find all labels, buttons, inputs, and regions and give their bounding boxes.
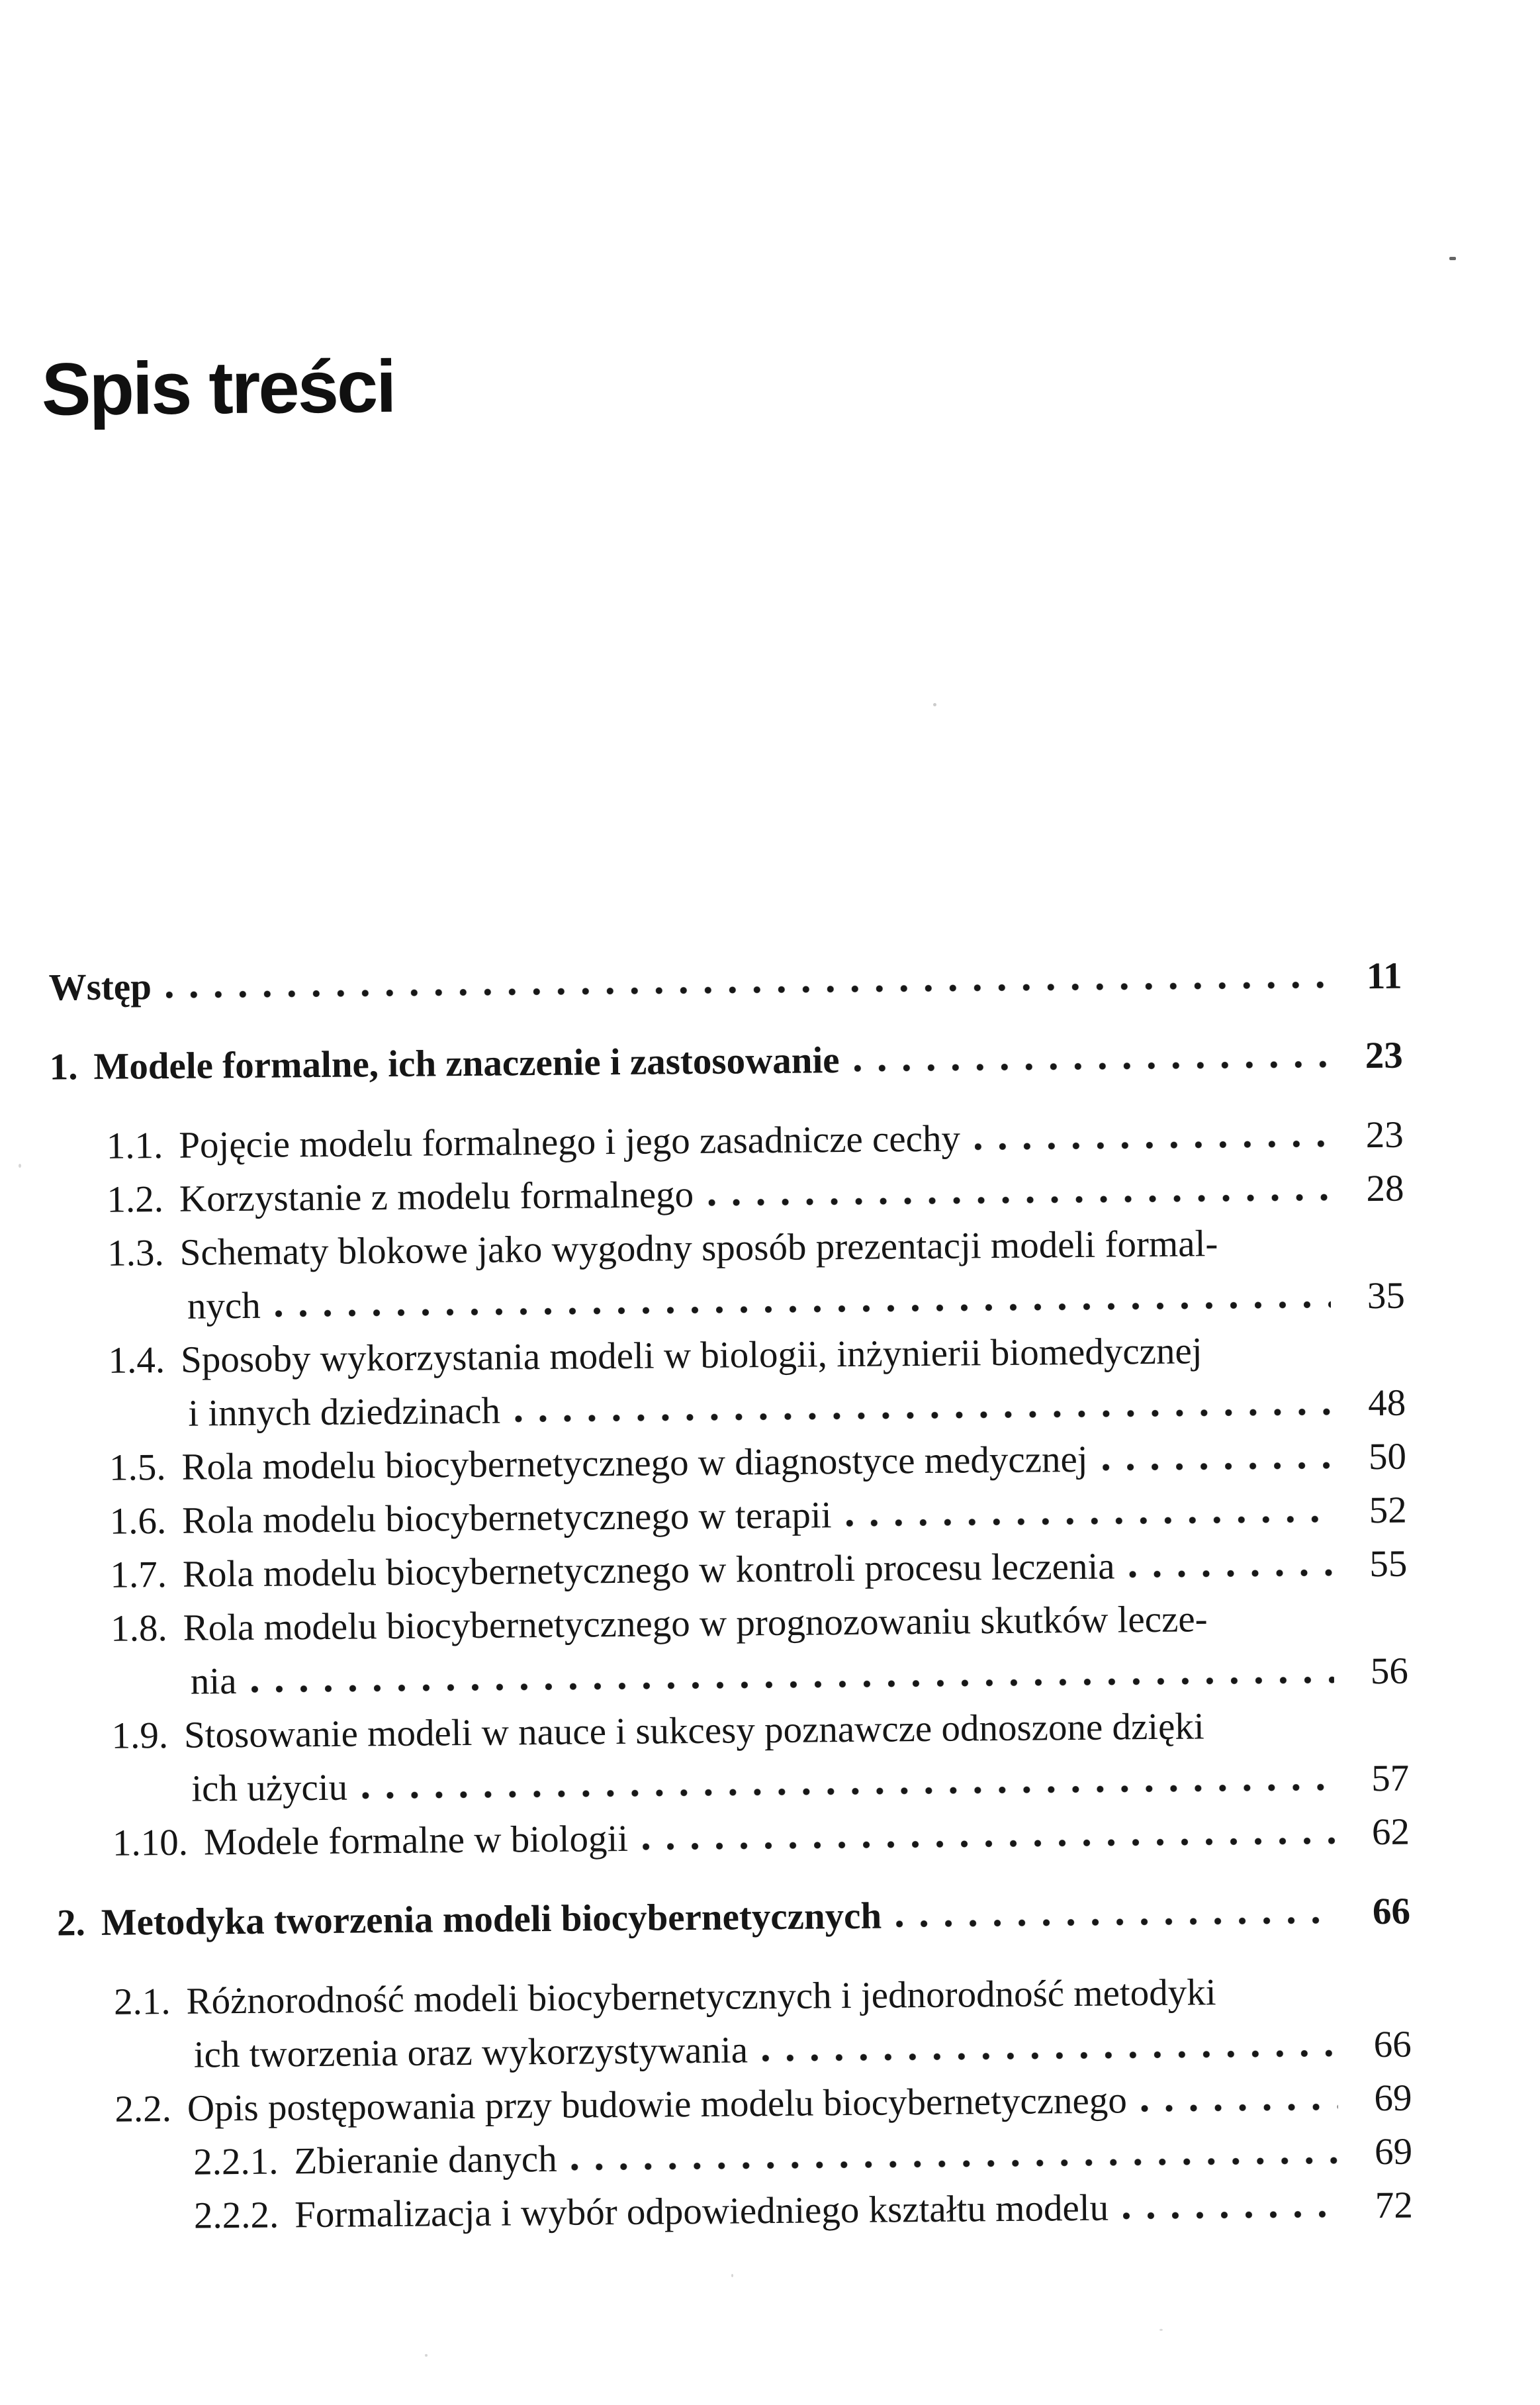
toc-entry-label: Modele formalne, ich znaczenie i zastosowanie bbox=[93, 1039, 840, 1088]
toc-entry-page: 56 bbox=[1370, 1650, 1409, 1693]
toc-line bbox=[56, 1805, 1410, 1871]
dot-leader bbox=[1123, 2210, 1339, 2220]
toc-entry-page: 11 bbox=[1366, 955, 1402, 998]
toc-entry-label: Rola modelu biocybernetycznego w terapii bbox=[181, 1494, 832, 1542]
toc-entry-page: 69 bbox=[1374, 2130, 1413, 2173]
toc-entry bbox=[48, 949, 1402, 1015]
toc-entry-label: Rola modelu biocybernetycznego w prognozowaniu skutków lecze- bbox=[183, 1598, 1208, 1649]
toc-entry-page: 50 bbox=[1368, 1435, 1407, 1478]
dot-leader bbox=[846, 1515, 1333, 1527]
toc-entry-page: 69 bbox=[1374, 2077, 1412, 2120]
dot-leader bbox=[1142, 2103, 1338, 2113]
toc-entry-page: 57 bbox=[1371, 1757, 1410, 1800]
toc-line bbox=[48, 949, 1402, 1015]
toc-entry-page: 66 bbox=[1373, 2023, 1412, 2066]
dot-leader bbox=[708, 1194, 1330, 1207]
toc-entry-number: 1.2. bbox=[107, 1178, 164, 1221]
toc-line bbox=[49, 1029, 1403, 1094]
toc-entry-label: Schematy blokowe jako wygodny sposób prezentacji modeli formal- bbox=[179, 1223, 1218, 1274]
toc-entry bbox=[51, 1215, 1405, 1335]
dot-leader bbox=[1103, 1462, 1332, 1472]
toc-entry-label: Metodyka tworzenia modeli biocybernetycznych bbox=[101, 1895, 882, 1944]
toc-entry-number: 1.5. bbox=[109, 1446, 166, 1489]
toc-entry-label: Modele formalne w biologii bbox=[203, 1817, 629, 1863]
toc-entry-label: Zbieranie danych bbox=[294, 2138, 557, 2183]
toc-entry-number: 1.1. bbox=[106, 1125, 163, 1167]
toc-entry bbox=[49, 1029, 1403, 1094]
toc-entry-label: Rola modelu biocybernetycznego w kontroli procesu leczenia bbox=[182, 1545, 1115, 1595]
toc-entry-label: Wstęp bbox=[48, 966, 152, 1009]
dot-leader bbox=[854, 1061, 1329, 1072]
toc-entry bbox=[58, 1964, 1412, 2083]
toc-entry bbox=[54, 1591, 1408, 1710]
dot-leader bbox=[1130, 1569, 1334, 1579]
toc-entry-number: 1. bbox=[49, 1046, 78, 1088]
toc-entry-number: 2.1. bbox=[113, 1980, 171, 2023]
dot-leader bbox=[896, 1916, 1336, 1928]
toc-line bbox=[57, 1885, 1411, 1950]
toc-entry-page: 23 bbox=[1365, 1034, 1403, 1077]
toc-entry-page: 62 bbox=[1371, 1811, 1410, 1854]
toc-entry-number: 1.7. bbox=[110, 1553, 167, 1596]
toc-entry-number: 1.4. bbox=[108, 1339, 165, 1382]
toc-entry-label: Różnorodność modeli biocybernetycznych i jednorodność metodyki bbox=[186, 1971, 1216, 2022]
toc-entry bbox=[55, 1698, 1409, 1817]
toc-entry-page: 23 bbox=[1365, 1113, 1404, 1156]
toc-entry-number: 2. bbox=[56, 1902, 86, 1944]
toc-entry-label-continued: i innych dziedzinach bbox=[188, 1390, 501, 1435]
toc-entry-page: 52 bbox=[1369, 1489, 1407, 1532]
dot-leader bbox=[166, 981, 1328, 999]
dot-leader bbox=[251, 1676, 1334, 1693]
dot-leader bbox=[643, 1837, 1336, 1851]
toc-entry-label-continued: nych bbox=[187, 1284, 261, 1327]
dot-leader bbox=[762, 2050, 1337, 2063]
toc-entry-label: Korzystanie z modelu formalnego bbox=[179, 1174, 694, 1220]
toc-entry bbox=[52, 1323, 1406, 1442]
toc-entry-number: 1.10. bbox=[112, 1821, 189, 1864]
toc-entry-number: 1.8. bbox=[110, 1607, 167, 1650]
toc-entry-page: 72 bbox=[1375, 2184, 1414, 2227]
toc-entry-number: 1.3. bbox=[107, 1232, 164, 1274]
toc-entry-number: 1.9. bbox=[111, 1714, 169, 1757]
toc-entry-page: 55 bbox=[1369, 1542, 1408, 1585]
toc-entry-number: 2.2.2. bbox=[193, 2194, 279, 2237]
dot-leader bbox=[572, 2157, 1339, 2171]
toc-entry bbox=[56, 1805, 1410, 1871]
toc-entry-label-continued: ich użyciu bbox=[191, 1766, 348, 1810]
toc-entry bbox=[60, 2179, 1414, 2244]
toc-entry-label-continued: ich tworzenia oraz wykorzystywania bbox=[193, 2029, 748, 2076]
toc-list bbox=[48, 949, 1413, 2244]
dot-leader bbox=[515, 1408, 1332, 1423]
toc-entry-label: Formalizacja i wybór odpowiedniego kształtu modelu bbox=[294, 2187, 1109, 2236]
toc-entry-number: 1.6. bbox=[109, 1499, 167, 1542]
dot-leader bbox=[362, 1783, 1335, 1800]
toc-line bbox=[60, 2179, 1414, 2244]
toc-entry-page: 48 bbox=[1367, 1382, 1406, 1425]
toc-entry-number: 2.2. bbox=[114, 2087, 172, 2130]
toc-entry-number: 2.2.1. bbox=[193, 2140, 279, 2183]
dot-leader bbox=[975, 1140, 1330, 1151]
toc-entry-label: Sposoby wykorzystania modeli w biologii, inżynierii biomedycznej bbox=[180, 1330, 1202, 1381]
toc-entry-page: 28 bbox=[1366, 1167, 1404, 1210]
toc-entry-page: 66 bbox=[1372, 1890, 1411, 1933]
page-title: Spis treści bbox=[41, 344, 395, 431]
toc-entry-label: Stosowanie modeli w nauce i sukcesy poznawcze odnoszone dzięki bbox=[183, 1705, 1204, 1756]
dot-leader bbox=[275, 1301, 1331, 1318]
toc-entry-label: Opis postępowania przy budowie modelu biocybernetycznego bbox=[187, 2079, 1128, 2130]
toc-entry bbox=[57, 1885, 1411, 1950]
toc-entry-page: 35 bbox=[1367, 1274, 1406, 1317]
toc-entry-label: Rola modelu biocybernetycznego w diagnostyce medycznej bbox=[181, 1438, 1088, 1488]
toc-entry-label-continued: nia bbox=[190, 1660, 237, 1703]
toc-entry-label: Pojęcie modelu formalnego i jego zasadnicze cechy bbox=[179, 1117, 961, 1166]
